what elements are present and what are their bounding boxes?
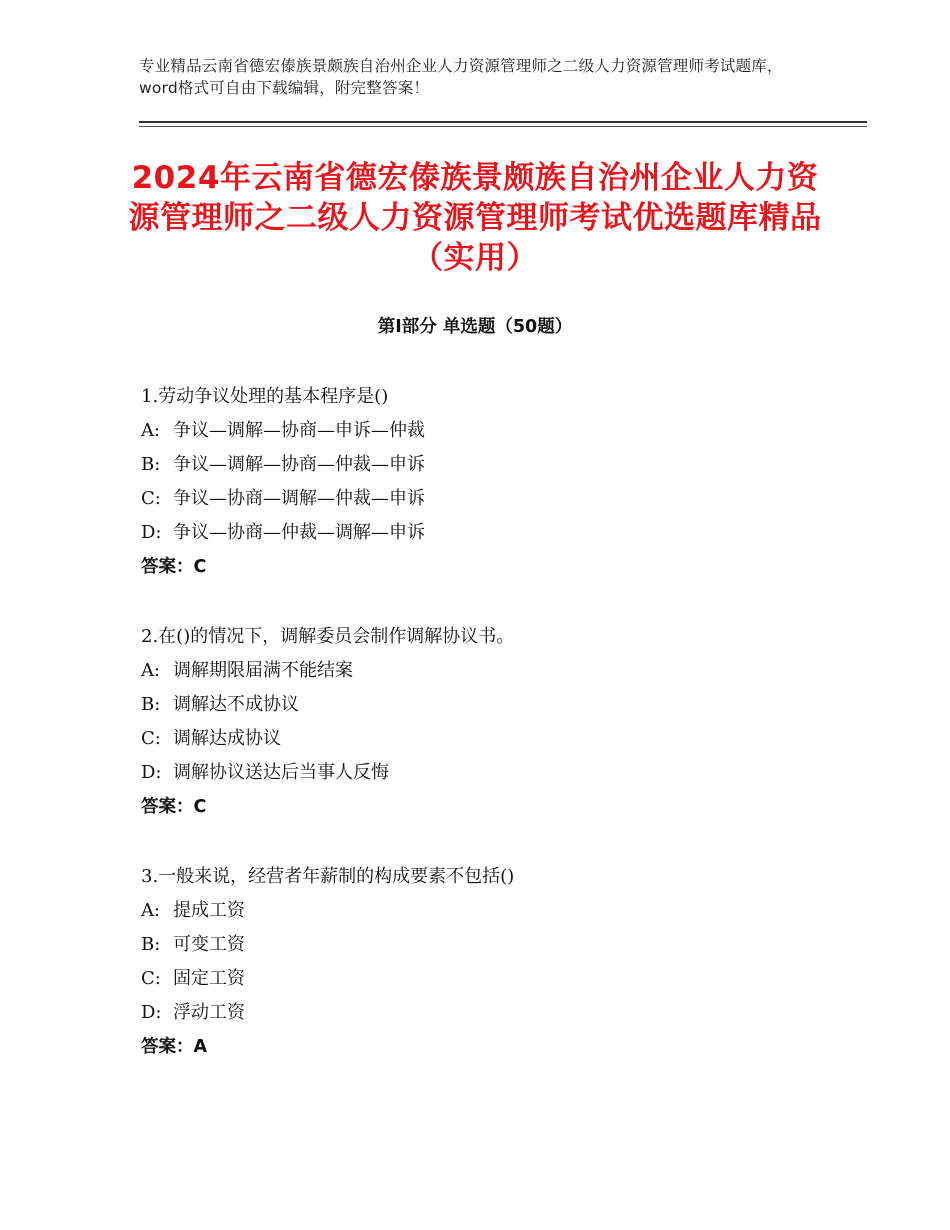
option-letter: C: xyxy=(141,488,161,509)
answer-line xyxy=(141,790,841,824)
option-b xyxy=(141,928,841,962)
option-text: 争议—协商—仲裁—调解—申诉 xyxy=(173,522,425,543)
question-2 xyxy=(141,620,841,824)
answer-value: A xyxy=(193,1037,208,1057)
document-title: 2024年云南省德宏傣族景颇族自治州企业人力资源管理师之二级人力资源管理师考试优选题库精品（实用） xyxy=(128,160,822,276)
option-letter: D: xyxy=(141,1002,162,1023)
option-letter: A: xyxy=(141,420,161,441)
option-a xyxy=(141,654,841,688)
option-letter: A: xyxy=(141,660,161,681)
section-title: 第Ⅰ部分 单选题（50题） xyxy=(377,317,573,337)
answer-label: 答案： xyxy=(141,797,194,817)
option-c xyxy=(141,722,841,756)
option-text: 调解达成协议 xyxy=(173,728,281,749)
option-b xyxy=(141,448,841,482)
option-text: 争议—调解—协商—仲裁—申诉 xyxy=(173,454,425,475)
question-stem: 2.在()的情况下，调解委员会制作调解协议书。 xyxy=(141,626,515,647)
option-d xyxy=(141,516,841,550)
option-text: 提成工资 xyxy=(173,900,245,921)
question-stem: 1.劳动争议处理的基本程序是() xyxy=(141,386,389,407)
answer-value: C xyxy=(193,797,207,817)
option-text: 固定工资 xyxy=(173,968,245,989)
option-text: 调解达不成协议 xyxy=(173,694,299,715)
option-text: 浮动工资 xyxy=(173,1002,245,1023)
option-letter: B: xyxy=(141,934,161,955)
option-text: 争议—调解—协商—申诉—仲裁 xyxy=(173,420,425,441)
header-note: 专业精品云南省德宏傣族景颇族自治州企业人力资源管理师之二级人力资源管理师考试题库，word格式可自由下载编辑，附完整答案！ xyxy=(139,57,783,97)
header-divider-thick xyxy=(139,121,867,123)
option-letter: D: xyxy=(141,522,162,543)
option-c xyxy=(141,962,841,996)
answer-value: C xyxy=(193,557,207,577)
option-d xyxy=(141,996,841,1030)
option-c xyxy=(141,482,841,516)
question-list xyxy=(141,380,841,1100)
answer-label: 答案： xyxy=(141,557,194,577)
option-d xyxy=(141,756,841,790)
option-a xyxy=(141,894,841,928)
option-b xyxy=(141,688,841,722)
option-letter: D: xyxy=(141,762,162,783)
option-text: 争议—协商—调解—仲裁—申诉 xyxy=(173,488,425,509)
option-a xyxy=(141,414,841,448)
answer-line xyxy=(141,550,841,584)
option-letter: B: xyxy=(141,694,161,715)
option-letter: C: xyxy=(141,968,161,989)
option-letter: A: xyxy=(141,900,161,921)
question-1 xyxy=(141,380,841,584)
header-divider-thin xyxy=(139,126,867,127)
question-stem: 3.一般来说，经营者年薪制的构成要素不包括() xyxy=(141,866,515,887)
option-letter: B: xyxy=(141,454,161,475)
option-text: 调解协议送达后当事人反悔 xyxy=(173,762,389,783)
option-letter: C: xyxy=(141,728,161,749)
option-text: 调解期限届满不能结案 xyxy=(173,660,353,681)
option-text: 可变工资 xyxy=(173,934,245,955)
question-3 xyxy=(141,860,841,1064)
answer-line xyxy=(141,1030,841,1064)
answer-label: 答案： xyxy=(141,1037,194,1057)
